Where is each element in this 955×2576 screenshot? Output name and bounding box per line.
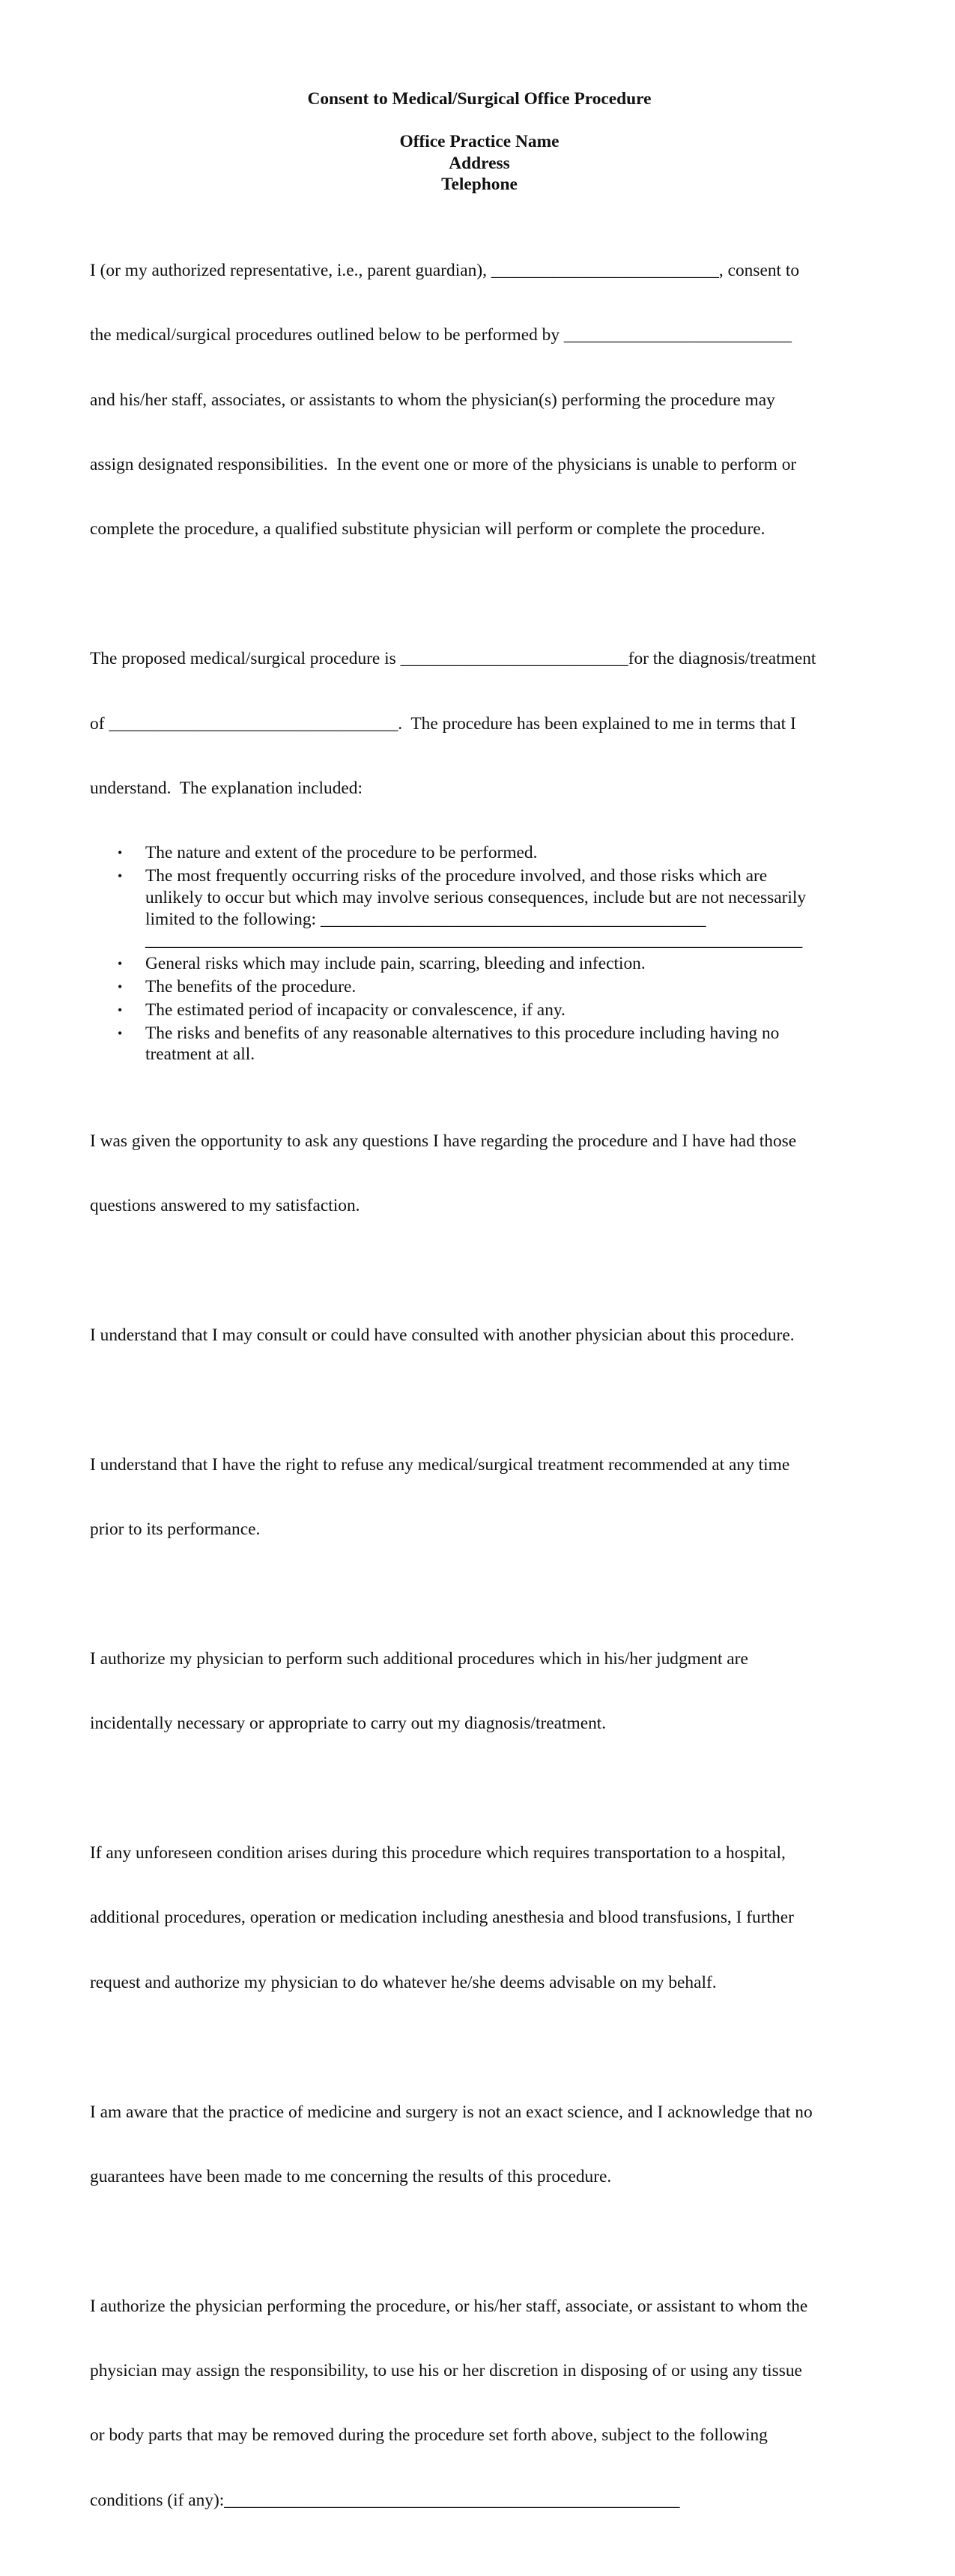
bullet-icon: • [118, 979, 123, 995]
consent-paragraph [90, 217, 869, 584]
paragraph-line: I understand that I have the right to refuse any medical/surgical treatment recommended at any time [90, 1454, 790, 1475]
practice-telephone: Telephone [441, 175, 518, 195]
bullet-icon: • [118, 1025, 123, 1041]
additional-procedures-paragraph [90, 1605, 869, 1777]
no-guarantee-paragraph [90, 2058, 869, 2231]
list-item-text: The benefits of the procedure. [145, 977, 357, 997]
list-item-text: unlikely to occur but which may involve serious consequences, include but are not necessarily [145, 887, 807, 907]
list-item-text: General risks which may include pain, scarring, bleeding and infection. [145, 954, 646, 974]
paragraph-line: questions answered to my satisfaction. [90, 1196, 360, 1216]
consent-line: I (or my authorized representative, i.e., parent guardian), __________________________, consent to [90, 260, 800, 280]
paragraph-line: I was given the opportunity to ask any questions I have regarding the procedure and I have had those [90, 1131, 797, 1151]
consent-document [90, 88, 869, 2576]
paragraph-line: I am aware that the practice of medicine and surgery is not an exact science, and I acknowledge that no [90, 2102, 813, 2122]
paragraph-line: I understand that I may consult or could have consulted with another physician about this procedure. [90, 1325, 795, 1345]
bullet-icon: • [118, 845, 123, 861]
paragraph-line: If any unforeseen condition arises during this procedure which requires transportation to a hospital, [90, 1842, 786, 1863]
list-item-text: limited to the following: ____________________________________________ [145, 909, 706, 929]
questions-paragraph [90, 1087, 869, 1260]
unforeseen-condition-paragraph [90, 1799, 869, 2037]
paragraph-line: I authorize my physician to perform such additional procedures which in his/her judgment are [90, 1648, 748, 1669]
paragraph-line: or body parts that may be removed during the procedure set forth above, subject to the following [90, 2425, 768, 2446]
paragraph-line: request and authorize my physician to do whatever he/she deems advisable on my behalf. [90, 1972, 717, 1992]
paragraph-line: I authorize the physician performing the procedure, or his/her staff, associate, or assistant to whom the [90, 2296, 808, 2316]
paragraph-line: guarantees have been made to me concerning the results of this procedure. [90, 2166, 612, 2186]
risks-blank-line: ___________________________________________________________________________ [145, 931, 803, 951]
procedure-line: of _________________________________. The procedure has been explained to me in terms that I [90, 713, 796, 734]
refuse-paragraph [90, 1411, 869, 1583]
bullet-icon: • [118, 1002, 123, 1018]
consult-paragraph [90, 1281, 869, 1389]
paragraph-line: prior to its performance. [90, 1520, 261, 1539]
list-item [90, 842, 869, 864]
list-item [90, 953, 869, 975]
list-item [90, 1000, 869, 1021]
list-item [90, 1023, 869, 1066]
conditions-blank-line: conditions (if any):____________________________________________________ [90, 2490, 680, 2510]
consent-line: and his/her staff, associates, or assistants to whom the physician(s) performing the procedure may [90, 390, 775, 410]
bullet-icon: • [118, 868, 123, 884]
list-item-text: The most frequently occurring risks of the procedure involved, and those risks which are [145, 866, 768, 886]
paragraph-line: physician may assign the responsibility, to use his or her discretion in disposing of or using any tissue [90, 2361, 802, 2381]
paragraph-line: additional procedures, operation or medication including anesthesia and blood transfusions, I further [90, 1908, 794, 1928]
practice-header [90, 131, 869, 196]
list-item-text: The estimated period of incapacity or convalescence, if any. [145, 1000, 566, 1020]
list-item-text: The nature and extent of the procedure to be performed. [145, 843, 538, 863]
practice-name: Office Practice Name [399, 131, 560, 151]
document-title: Consent to Medical/Surgical Office Procedure [307, 89, 652, 109]
explanation-list [90, 842, 869, 1065]
practice-address: Address [449, 153, 510, 173]
procedure-line: understand. The explanation included: [90, 778, 363, 798]
procedure-paragraph [90, 605, 869, 843]
consent-line: assign designated responsibilities. In the event one or more of the physicians is unable to perform or [90, 454, 797, 474]
paragraph-line: incidentally necessary or appropriate to carry out my diagnosis/treatment. [90, 1714, 607, 1734]
list-item-text: The risks and benefits of any reasonable alternatives to this procedure including having no [145, 1023, 780, 1043]
consent-line: the medical/surgical procedures outlined below to be performed by __________________________ [90, 325, 792, 345]
list-item [90, 865, 869, 952]
procedure-line: The proposed medical/surgical procedure is __________________________for the diagnosis/treatment [90, 649, 816, 669]
list-item [90, 976, 869, 998]
consent-line: complete the procedure, a qualified substitute physician will perform or complete the procedure. [90, 519, 765, 539]
tissue-disposal-paragraph [90, 2252, 869, 2554]
bullet-icon: • [118, 956, 123, 972]
list-item-text: treatment at all. [145, 1044, 255, 1065]
